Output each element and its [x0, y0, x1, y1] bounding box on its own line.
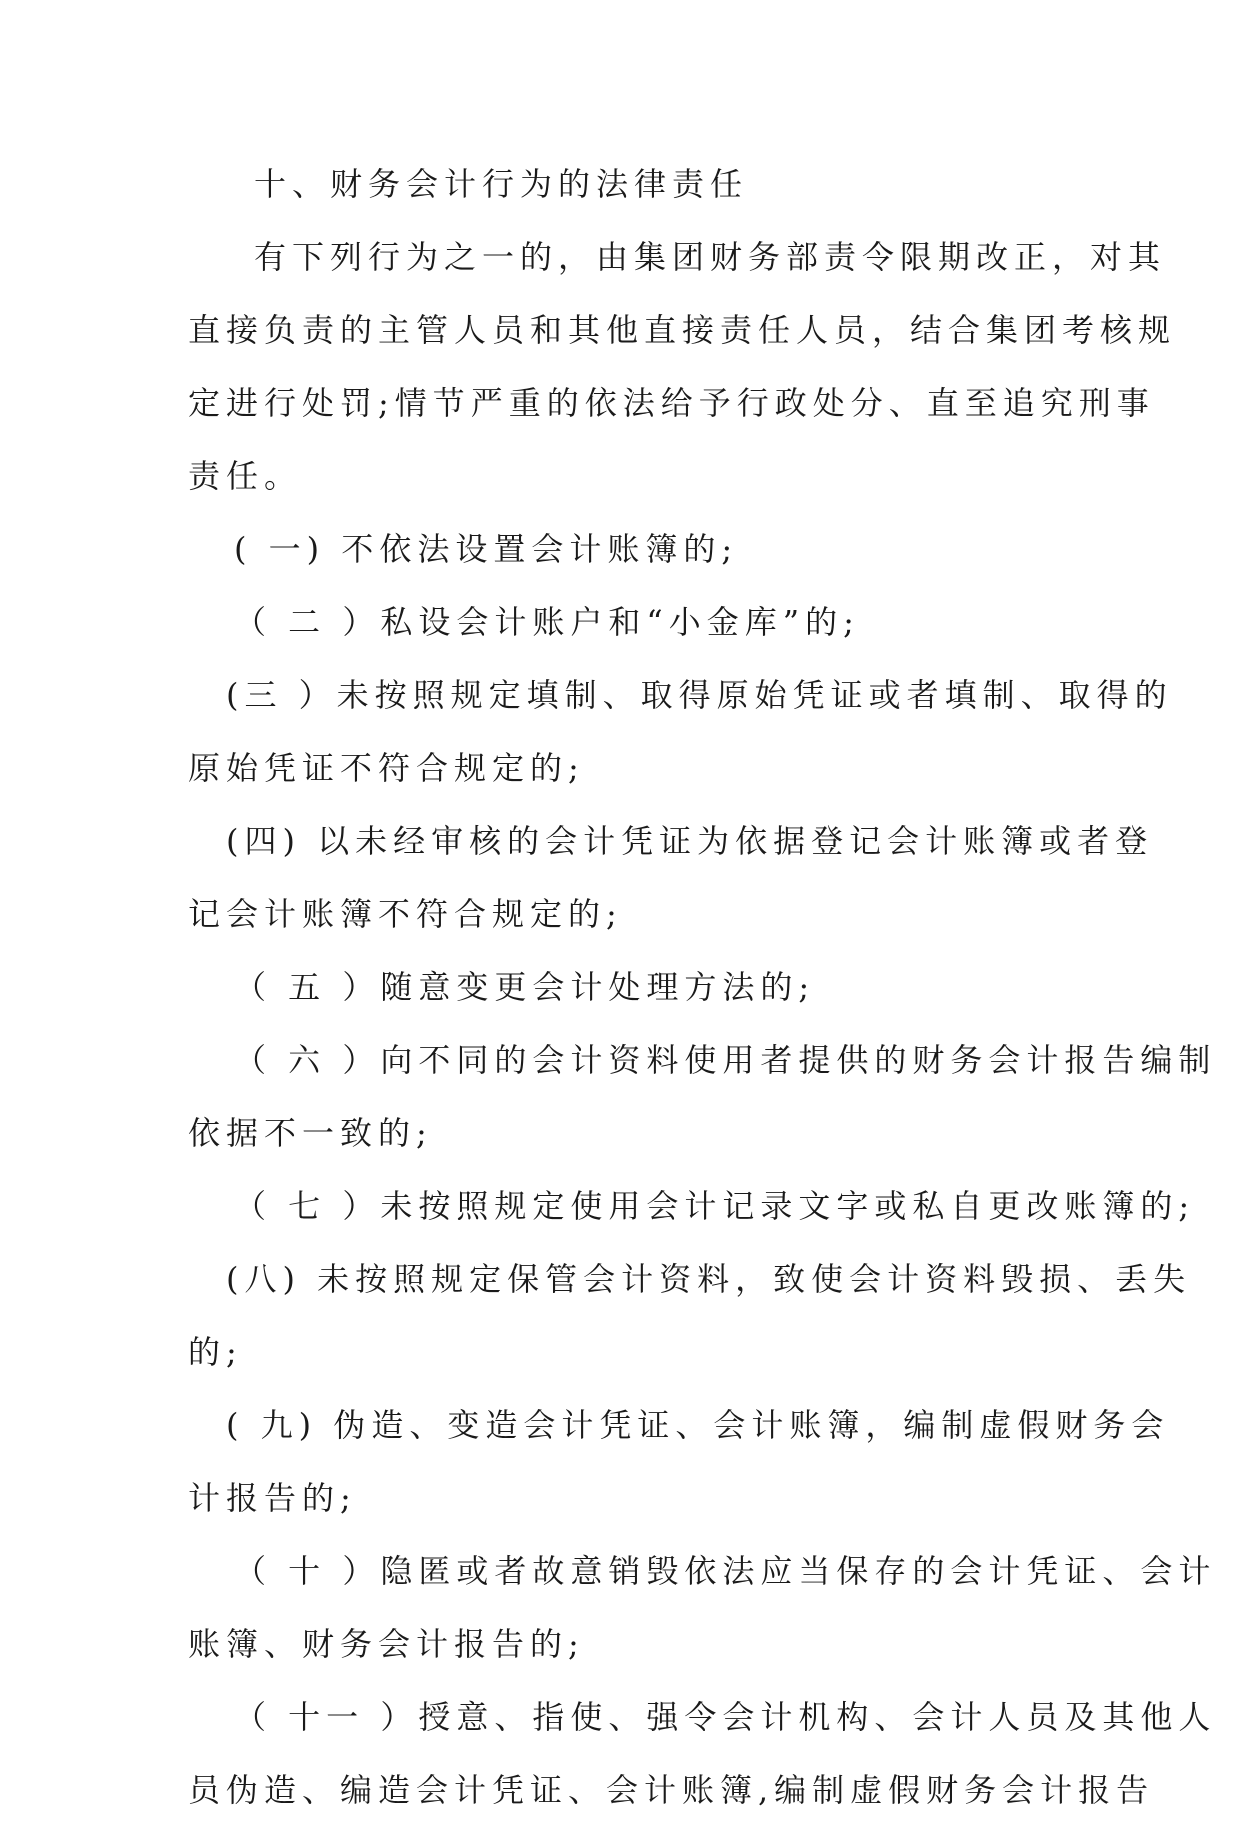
list-item-6-line: （ 六 ）向不同的会计资料使用者提供的财务会计报告编制 [234, 1041, 1217, 1079]
document-body [188, 148, 1217, 1827]
list-item-9-line: ( 九) 伪造、变造会计凭证、会计账簿，编制虚假财务会 [226, 1406, 1170, 1444]
list-item-4-line: 记会计账簿不符合规定的; [188, 895, 623, 933]
list-item-9-line: 计报告的; [188, 1479, 357, 1517]
list-item-7: （ 七 ）未按照规定使用会计记录文字或私自更改账簿的; [234, 1187, 1196, 1225]
list-item-11-line: （ 十一 ）授意、指使、强令会计机构、会计人员及其他人 [234, 1698, 1217, 1736]
intro-paragraph-line: 直接负责的主管人员和其他直接责任人员，结合集团考核规 [188, 311, 1177, 349]
list-item-4-line: (四) 以未经审核的会计凭证为依据登记会计账簿或者登 [226, 822, 1154, 860]
section-heading: 十、财务会计行为的法律责任 [254, 165, 749, 203]
list-item-10-line: （ 十 ）隐匿或者故意销毁依法应当保存的会计凭证、会计 [234, 1552, 1217, 1590]
list-item-11-line: 员伪造、编造会计凭证、会计账簿,编制虚假财务会计报告 [188, 1771, 1155, 1809]
intro-paragraph-line: 有下列行为之一的，由集团财务部责令限期改正，对其 [254, 238, 1167, 276]
list-item-10-line: 账簿、财务会计报告的; [188, 1625, 585, 1663]
list-item-2: （ 二 ）私设会计账户和“小金库”的; [234, 603, 860, 641]
list-item-8-line: (八) 未按照规定保管会计资料，致使会计资料毁损、丢失 [226, 1260, 1192, 1298]
list-item-3-line: (三 ）未按照规定填制、取得原始凭证或者填制、取得的 [226, 676, 1173, 714]
list-item-5: （ 五 ）随意变更会计处理方法的; [234, 968, 816, 1006]
list-item-3-line: 原始凭证不符合规定的; [188, 749, 585, 787]
list-item-6-line: 依据不一致的; [188, 1114, 433, 1152]
intro-paragraph-line: 责任。 [188, 457, 303, 495]
intro-paragraph-line: 定进行处罚;情节严重的依法给予行政处分、直至追究刑事 [188, 384, 1155, 422]
list-item-8-line: 的; [188, 1333, 243, 1371]
list-item-1: ( 一) 不依法设置会计账簿的; [234, 530, 739, 568]
